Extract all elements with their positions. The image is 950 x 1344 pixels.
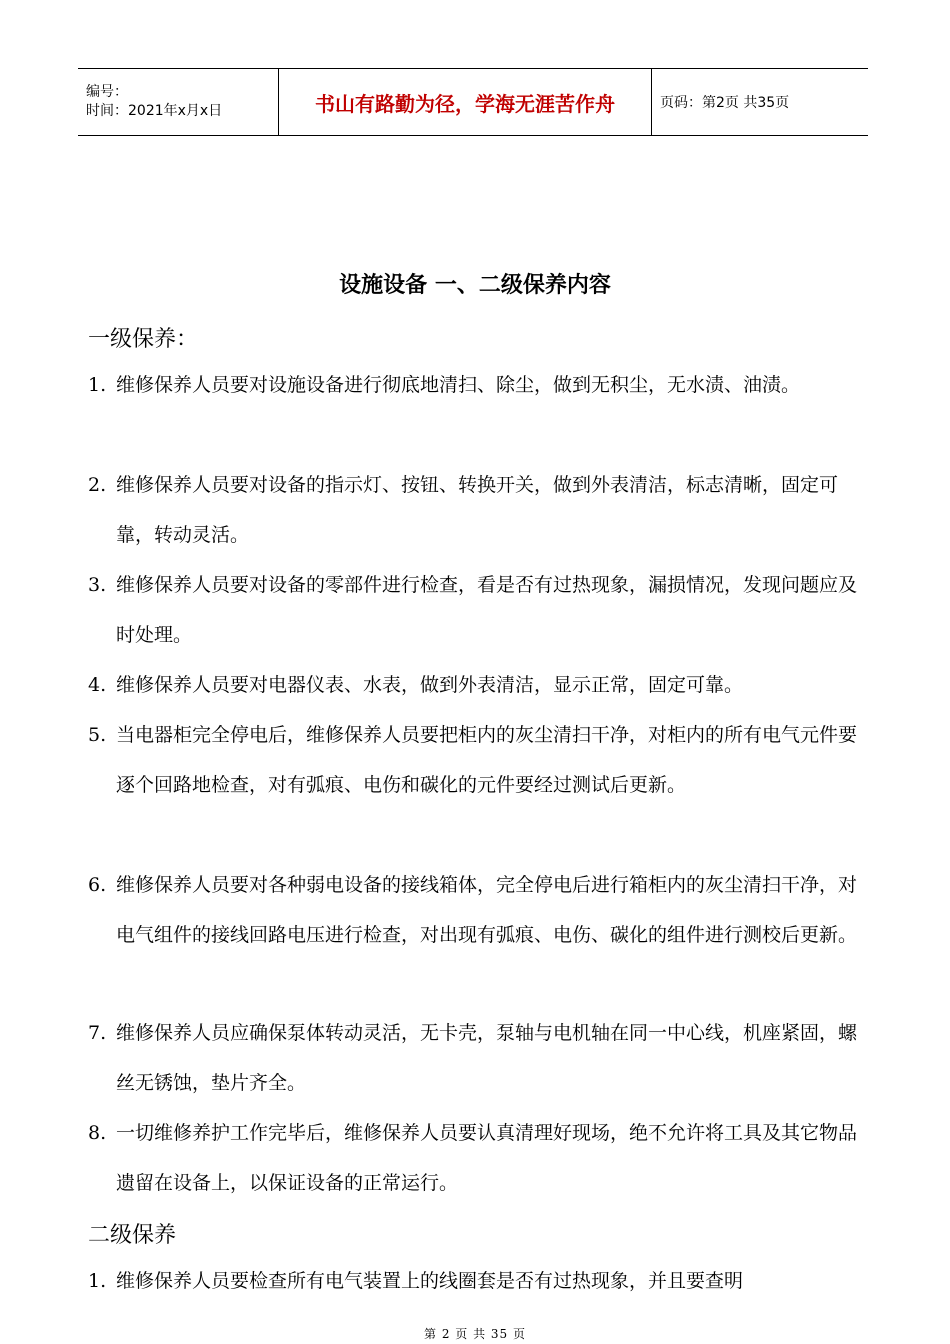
level1-item [88,1008,863,1108]
item-text: 维修保养人员要对电器仪表、水表，做到外表清洁，显示正常，固定可靠。 [116,674,744,696]
item-text: 维修保养人员要对设施设备进行彻底地清扫、除尘，做到无积尘，无水渍、油渍。 [116,374,801,396]
item-number: 1. [88,374,107,396]
item-text: 维修保养人员要对各种弱电设备的接线箱体，完全停电后进行箱柜内的灰尘清扫干净，对电气组件的接线回路电压进行检查，对出现有弧痕、电伤、碳化的组件进行测校后更新。 [116,874,858,946]
level1-item [88,560,863,660]
item-number: 5. [88,724,107,746]
page-footer: 第 2 页 共 35 页 [424,1327,526,1341]
item-text: 维修保养人员要检查所有电气装置上的线圈套是否有过热现象，并且要查明 [116,1270,744,1292]
header-page-number: 页码：第2页 共35页 [660,95,790,111]
page-title: 设施设备 一、二级保养内容 [339,273,611,298]
level2-item [88,1256,863,1306]
item-number: 7. [88,1022,107,1044]
level1-heading: 一级保养： [88,327,199,352]
item-text: 当电器柜完全停电后，维修保养人员要把柜内的灰尘清扫干净，对柜内的所有电气元件要逐个回路地检查，对有弧痕、电伤和碳化的元件要经过测试后更新。 [116,724,858,796]
item-number: 6. [88,874,107,896]
item-text: 维修保养人员要对设备的零部件进行检查，看是否有过热现象，漏损情况，发现问题应及时处理。 [116,574,858,646]
header-meta-cell [78,69,279,135]
item-number: 8. [88,1122,107,1144]
document-date-label: 时间：2021年x月x日 [86,103,223,119]
header-page-cell [652,69,868,135]
header-table [78,68,868,136]
document-number-label: 编号： [86,84,128,100]
item-number: 1. [88,1270,107,1292]
level1-item [88,860,863,960]
item-number: 2. [88,474,107,496]
item-text: 维修保养人员要对设备的指示灯、按钮、转换开关，做到外表清洁，标志清晰，固定可靠，转动灵活。 [116,474,839,546]
item-number: 3. [88,574,107,596]
level1-item [88,1108,863,1208]
level1-item [88,460,863,560]
level1-item [88,660,863,710]
header-motto: 书山有路勤为径，学海无涯苦作舟 [315,91,615,116]
level1-item [88,360,863,410]
item-text: 维修保养人员应确保泵体转动灵活，无卡壳，泵轴与电机轴在同一中心线，机座紧固，螺丝无锈蚀，垫片齐全。 [116,1022,858,1094]
item-number: 4. [88,674,107,696]
level1-item [88,710,863,810]
header-motto-cell [279,69,652,135]
item-text: 一切维修养护工作完毕后，维修保养人员要认真清理好现场，绝不允许将工具及其它物品遗留在设备上，以保证设备的正常运行。 [116,1122,858,1194]
level2-heading: 二级保养 [88,1223,177,1248]
